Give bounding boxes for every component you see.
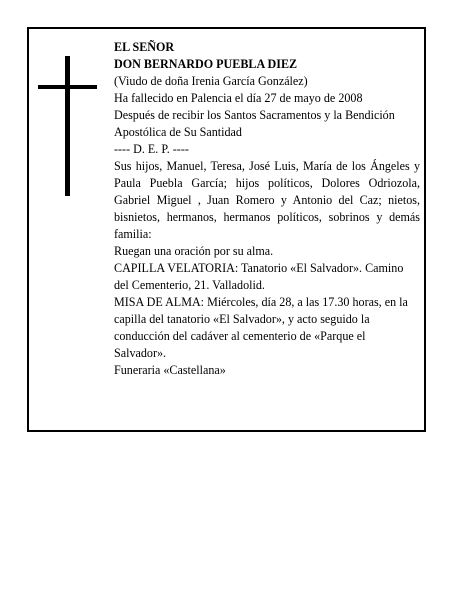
mass-paragraph: MISA DE ALMA: Miércoles, día 28, a las 17.30 horas, en la capilla del tanatorio «El Salvador», y acto seguido la conducción del cadáver al cementerio de «Parque el Salvador».	[114, 295, 408, 360]
chapel-paragraph: CAPILLA VELATORIA: Tanatorio «El Salvador». Camino del Cementerio, 21. Valladolid.	[114, 261, 404, 292]
deceased-name: DON BERNARDO PUEBLA DIEZ	[114, 57, 298, 71]
obituary-text	[114, 39, 420, 379]
death-line: Ha fallecido en Palencia el día 27 de mayo de 2008	[114, 91, 363, 105]
cross-icon-vertical-bar	[65, 56, 70, 196]
sacraments-line: Después de recibir los Santos Sacramentos y la Bendición Apostólica de Su Santidad	[114, 108, 395, 139]
prayer-line: Ruegan una oración por su alma.	[114, 244, 274, 258]
notice-title: EL SEÑOR	[114, 40, 175, 54]
family-paragraph: Sus hijos, Manuel, Teresa, José Luis, María de los Ángeles y Paula Puebla García; hijos políticos, Dolores Odriozola, Gabriel Miguel , Juan Romero y Antonio del Caz; nietos, bisnietos, hermanos, hermanos políticos, sobrinos y demás familia:	[114, 159, 420, 241]
cross-icon-horizontal-bar	[38, 85, 97, 89]
funeral-home-line: Funeraria «Castellana»	[114, 363, 226, 377]
widower-line: (Viudo de doña Irenia García González)	[114, 74, 308, 88]
rip-line: ---- D. E. P. ----	[114, 142, 189, 156]
